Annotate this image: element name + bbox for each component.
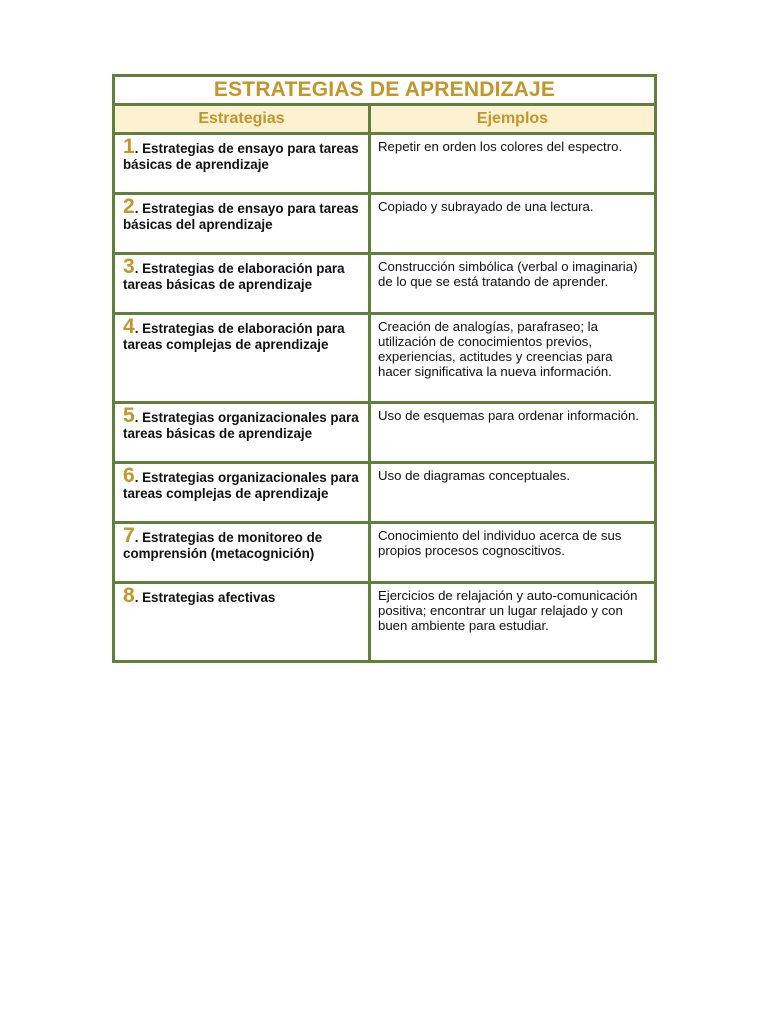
example-cell: Copiado y subrayado de una lectura. xyxy=(370,194,656,254)
strategy-text: . Estrategias organizacionales para tareas básicas de aprendizaje xyxy=(123,410,359,441)
table-row xyxy=(114,254,656,314)
table-row xyxy=(114,463,656,523)
strategy-text: . Estrategias de ensayo para tareas básicas del aprendizaje xyxy=(123,201,359,232)
strategy-number: 1 xyxy=(123,135,135,158)
strategy-number: 3 xyxy=(123,255,135,278)
example-cell: Uso de esquemas para ordenar información. xyxy=(370,403,656,463)
strategy-text: . Estrategias de monitoreo de comprensión (metacognición) xyxy=(123,530,323,561)
strategy-cell xyxy=(114,314,370,403)
strategy-cell xyxy=(114,194,370,254)
example-cell: Uso de diagramas conceptuales. xyxy=(370,463,656,523)
table-row xyxy=(114,523,656,583)
table-row xyxy=(114,583,656,662)
strategy-number: 2 xyxy=(123,195,135,218)
strategy-number: 6 xyxy=(123,464,135,487)
strategy-cell xyxy=(114,523,370,583)
example-cell: Construcción simbólica (verbal o imaginaria) de lo que se está tratando de aprender. xyxy=(370,254,656,314)
table-row xyxy=(114,194,656,254)
table-row xyxy=(114,134,656,194)
example-cell: Repetir en orden los colores del espectro. xyxy=(370,134,656,194)
strategy-cell xyxy=(114,254,370,314)
strategy-text: . Estrategias de ensayo para tareas básicas de aprendizaje xyxy=(123,141,359,172)
header-examples: Ejemplos xyxy=(370,105,656,134)
table-row xyxy=(114,314,656,403)
strategy-number: 5 xyxy=(123,404,135,427)
strategy-number: 4 xyxy=(123,315,135,338)
strategy-text: . Estrategias de elaboración para tareas básicas de aprendizaje xyxy=(123,261,345,292)
strategies-table xyxy=(112,74,657,663)
example-cell: Ejercicios de relajación y auto-comunicación positiva; encontrar un lugar relajado y con buen ambiente para estudiar. xyxy=(370,583,656,662)
strategy-text: . Estrategias afectivas xyxy=(134,590,276,605)
example-cell: Creación de analogías, parafraseo; la utilización de conocimientos previos, experiencias, actitudes y creencias para hacer significativa la nueva información. xyxy=(370,314,656,403)
strategy-number: 7 xyxy=(123,524,135,547)
strategy-text: . Estrategias de elaboración para tareas complejas de aprendizaje xyxy=(123,321,345,352)
table-row xyxy=(114,403,656,463)
title-row xyxy=(114,76,656,105)
strategy-cell xyxy=(114,583,370,662)
strategy-cell xyxy=(114,463,370,523)
header-strategies: Estrategias xyxy=(114,105,370,134)
strategy-cell xyxy=(114,403,370,463)
header-row xyxy=(114,105,656,134)
strategy-number: 8 xyxy=(123,584,135,607)
table-title: ESTRATEGIAS DE APRENDIZAJE xyxy=(114,76,656,105)
strategy-cell xyxy=(114,134,370,194)
example-cell: Conocimiento del individuo acerca de sus propios procesos cognoscitivos. xyxy=(370,523,656,583)
strategy-text: . Estrategias organizacionales para tareas complejas de aprendizaje xyxy=(123,470,359,501)
